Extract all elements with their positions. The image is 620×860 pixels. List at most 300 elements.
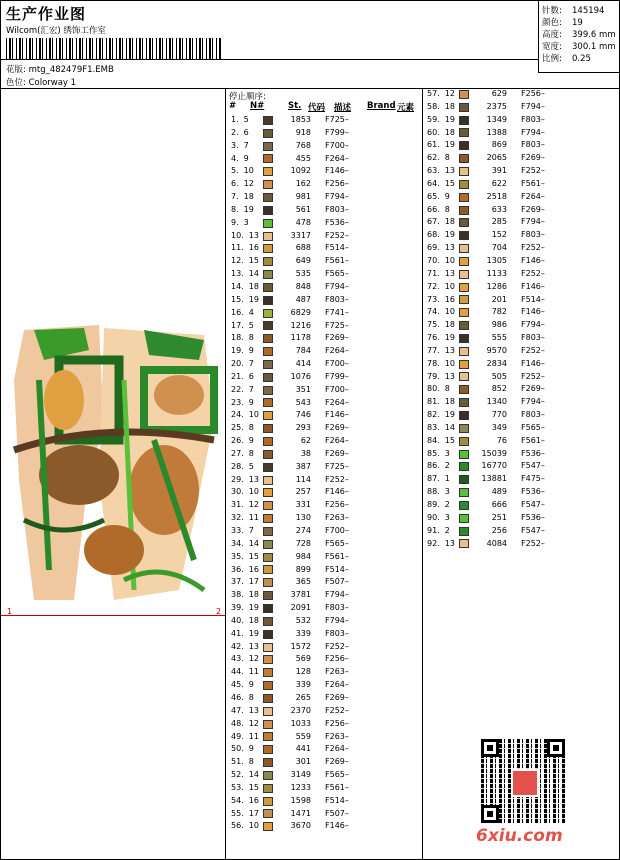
table-row <box>229 474 419 487</box>
table-row <box>229 679 419 692</box>
color-swatch <box>263 116 273 125</box>
thread-code: F264– <box>325 346 349 356</box>
thread-code: F269– <box>325 423 349 433</box>
col-code: 代码 <box>308 103 326 113</box>
row-index <box>425 178 459 191</box>
thread-code: F803– <box>521 230 545 240</box>
stitch-count: 15039 <box>481 448 507 458</box>
needle-number: 19 <box>444 410 455 420</box>
thread-code: F264– <box>325 744 349 754</box>
thread-code: F547– <box>521 525 545 535</box>
thread-code: F700– <box>325 140 349 150</box>
thread-code: F264– <box>521 191 545 201</box>
summary-value: 399.6 mm <box>572 30 616 40</box>
stitch-count: 3670 <box>290 821 311 831</box>
table-row <box>425 358 615 371</box>
thread-code: F263– <box>325 513 349 523</box>
color-swatch <box>459 90 469 99</box>
thread-code: F507– <box>325 577 349 587</box>
row-index <box>229 448 263 461</box>
stitch-count: 869 <box>491 140 507 150</box>
stitch-count: 339 <box>295 680 311 690</box>
table-row <box>229 666 419 679</box>
thread-code: F252– <box>325 474 349 484</box>
needle-number: 8 <box>444 204 450 214</box>
thread-code: F252– <box>521 243 545 253</box>
thread-code: F252– <box>521 166 545 176</box>
qr-finder <box>547 739 565 757</box>
stitch-count: 543 <box>295 397 311 407</box>
thread-code: F803– <box>521 410 545 420</box>
row-index <box>425 101 459 114</box>
needle-number: 10 <box>248 821 259 831</box>
color-swatch <box>263 232 273 241</box>
stop-number: 17. <box>231 320 244 330</box>
thread-code: F256– <box>325 500 349 510</box>
needle-number: 7 <box>243 140 249 150</box>
color-swatch <box>263 553 273 562</box>
stop-number: 60. <box>427 127 440 137</box>
stitch-count: 1598 <box>290 795 311 805</box>
table-row <box>229 307 419 320</box>
table-row <box>425 396 615 409</box>
thread-code: F794– <box>521 397 545 407</box>
stop-number: 6. <box>231 179 239 189</box>
table-row <box>425 345 615 358</box>
color-swatch <box>263 386 273 395</box>
row-index <box>229 743 263 756</box>
header-bottom-line <box>538 72 620 73</box>
row-index <box>229 692 263 705</box>
row-index <box>425 281 459 294</box>
needle-number: 7 <box>248 359 254 369</box>
stitch-count: 152 <box>491 230 507 240</box>
stitch-count: 301 <box>295 757 311 767</box>
row-index <box>229 242 263 255</box>
table-row <box>425 435 615 448</box>
color-swatch <box>263 630 273 639</box>
preview-baseline <box>1 615 225 616</box>
row-index <box>229 461 263 474</box>
needle-number: 19 <box>444 333 455 343</box>
color-swatch <box>459 244 469 253</box>
table-row <box>229 615 419 628</box>
stitch-count: 76 <box>496 435 507 445</box>
table-row <box>425 448 615 461</box>
color-swatch <box>263 501 273 510</box>
table-row <box>229 294 419 307</box>
colorway <box>6 76 76 88</box>
table-row <box>425 268 615 281</box>
stop-number: 35. <box>231 551 244 561</box>
row-index <box>425 525 459 538</box>
stitch-count: 2065 <box>486 153 507 163</box>
thread-code: F794– <box>521 217 545 227</box>
needle-number: 13 <box>248 230 259 240</box>
stop-number: 46. <box>231 692 244 702</box>
needle-number: 9 <box>248 680 254 690</box>
summary-key: 比例: <box>542 54 562 64</box>
table-row <box>229 409 419 422</box>
row-index <box>425 229 459 242</box>
stop-number: 89. <box>427 500 440 509</box>
stitch-count: 3149 <box>290 770 311 780</box>
stop-number: 29. <box>231 474 244 484</box>
stop-number: 9. <box>231 217 239 227</box>
row-index <box>425 216 459 229</box>
stitch-count: 387 <box>295 461 311 471</box>
color-swatch <box>263 193 273 202</box>
needle-number: 18 <box>444 101 455 111</box>
color-swatch <box>459 321 469 330</box>
row-index <box>229 628 263 641</box>
stitch-count: 649 <box>295 256 311 266</box>
needle-number: 18 <box>248 590 259 600</box>
thread-code: F700– <box>325 384 349 394</box>
table-row <box>425 538 615 551</box>
stitch-count: 899 <box>295 564 311 574</box>
row-index <box>229 769 263 782</box>
stitch-count: 256 <box>491 525 507 535</box>
stop-number: 5. <box>231 166 239 176</box>
stitch-count: 984 <box>295 551 311 561</box>
thread-code: F794– <box>325 615 349 625</box>
table-row <box>229 114 419 127</box>
thread-code: F536– <box>521 512 545 522</box>
table-row <box>229 397 419 410</box>
needle-number: 18 <box>444 217 455 227</box>
stop-number: 31. <box>231 500 244 510</box>
table-row <box>229 499 419 512</box>
row-index <box>229 602 263 615</box>
row-index <box>229 615 263 628</box>
thread-code: F536– <box>325 217 349 227</box>
needle-number: 18 <box>248 281 259 291</box>
summary-key: 高度: <box>542 30 562 40</box>
needle-number: 2 <box>444 525 450 535</box>
row-index <box>425 422 459 435</box>
stop-number: 74. <box>427 307 440 317</box>
row-index <box>425 486 459 499</box>
color-swatch <box>263 694 273 703</box>
row-index <box>425 319 459 332</box>
needle-number: 2 <box>444 500 450 509</box>
stitch-count: 285 <box>491 217 507 227</box>
row-index <box>425 396 459 409</box>
table-row <box>425 371 615 384</box>
row-index <box>425 88 459 101</box>
thread-code: F794– <box>325 281 349 291</box>
needle-number: 12 <box>248 718 259 728</box>
color-swatch <box>263 219 273 228</box>
stitch-count: 9570 <box>486 345 507 355</box>
stitch-count: 2834 <box>486 358 507 368</box>
row-index <box>229 165 263 178</box>
stop-number: 3. <box>231 140 239 150</box>
row-index <box>425 345 459 358</box>
thread-code: F264– <box>325 397 349 407</box>
needle-number: 15 <box>444 435 455 445</box>
stop-number: 20. <box>231 359 244 369</box>
stop-number: 42. <box>231 641 244 651</box>
stop-number: 19. <box>231 346 244 356</box>
color-swatch <box>263 411 273 420</box>
needle-number: 5 <box>248 461 254 471</box>
needle-number: 11 <box>248 667 259 677</box>
row-index <box>425 242 459 255</box>
stitch-count: 569 <box>295 654 311 664</box>
thread-code: F252– <box>521 268 545 278</box>
thread-code: F256– <box>325 718 349 728</box>
row-index <box>229 345 263 358</box>
stop-number: 67. <box>427 217 440 227</box>
stitch-count: 688 <box>295 243 311 253</box>
col-stitches: St. <box>288 101 302 111</box>
thread-code: F269– <box>521 204 545 214</box>
thread-code: F252– <box>325 705 349 715</box>
stop-number: 87. <box>427 474 440 484</box>
thread-code: F547– <box>521 461 545 471</box>
list-divider <box>422 88 423 860</box>
row-index <box>229 538 263 551</box>
table-row <box>229 242 419 255</box>
stitch-count: 6829 <box>290 307 311 317</box>
thread-code: F725– <box>325 320 349 330</box>
color-swatch <box>263 591 273 600</box>
needle-number: 13 <box>248 474 259 484</box>
table-row <box>229 641 419 654</box>
stop-number: 4. <box>231 153 239 163</box>
color-swatch <box>263 373 273 382</box>
table-row <box>229 332 419 345</box>
stop-number: 88. <box>427 487 440 497</box>
thread-code: F561– <box>325 782 349 792</box>
table-row <box>229 782 419 795</box>
color-swatch <box>263 655 273 664</box>
summary-row <box>539 41 619 53</box>
thread-code: F252– <box>521 371 545 381</box>
stitch-count: 629 <box>491 89 507 98</box>
thread-code: F565– <box>325 269 349 279</box>
row-index <box>229 756 263 769</box>
needle-number: 10 <box>243 166 254 176</box>
color-swatch <box>263 180 273 189</box>
color-swatch <box>459 514 469 523</box>
thread-code: F146– <box>325 821 349 831</box>
stitch-count: 251 <box>491 512 507 522</box>
stitch-count: 274 <box>295 526 311 535</box>
needle-number: 8 <box>248 692 254 702</box>
needle-number: 9 <box>248 436 254 446</box>
col-desc: 描述 <box>334 103 352 113</box>
summary-key: 颜色: <box>542 18 562 28</box>
row-index <box>425 114 459 127</box>
table-row <box>229 435 419 448</box>
needle-number: 7 <box>248 526 254 535</box>
needle-number: 10 <box>444 307 455 317</box>
row-index <box>229 551 263 564</box>
stop-number: 16. <box>231 307 244 317</box>
needle-number: 8 <box>248 448 254 458</box>
stop-number: 38. <box>231 590 244 600</box>
table-row <box>425 281 615 294</box>
stop-number: 39. <box>231 603 244 613</box>
stitch-count: 1572 <box>290 641 311 651</box>
color-swatch <box>459 334 469 343</box>
table-row <box>229 127 419 140</box>
needle-number: 15 <box>444 178 455 188</box>
stop-number: 10. <box>231 230 244 240</box>
row-index <box>425 204 459 217</box>
design-value: mtg_482479F1.EMB <box>28 65 114 75</box>
stop-number: 90. <box>427 512 440 522</box>
row-index <box>229 332 263 345</box>
color-swatch <box>263 244 273 253</box>
thread-code: F547– <box>521 500 545 509</box>
stop-number: 58. <box>427 101 440 111</box>
table-row <box>229 795 419 808</box>
row-index <box>425 435 459 448</box>
table-row <box>425 101 615 114</box>
stitch-count: 414 <box>295 359 311 369</box>
colorway-value: Colorway 1 <box>28 78 77 88</box>
thread-code: F803– <box>325 628 349 638</box>
thread-code: F264– <box>325 680 349 690</box>
color-swatch <box>263 154 273 163</box>
color-swatch <box>263 578 273 587</box>
stitch-count: 3317 <box>290 230 311 240</box>
row-index <box>425 371 459 384</box>
stop-number: 44. <box>231 667 244 677</box>
needle-number: 15 <box>248 256 259 266</box>
thread-code: F269– <box>325 448 349 458</box>
thread-code: F561– <box>325 551 349 561</box>
needle-number: 19 <box>248 628 259 638</box>
row-index <box>229 294 263 307</box>
stitch-count: 13881 <box>481 474 507 484</box>
color-swatch <box>263 745 273 754</box>
row-index <box>229 255 263 268</box>
thread-code: F700– <box>325 359 349 369</box>
thread-code: F514– <box>521 294 545 304</box>
thread-code: F561– <box>521 435 545 445</box>
stitch-count: 505 <box>491 371 507 381</box>
table-row <box>229 743 419 756</box>
stop-number: 82. <box>427 410 440 420</box>
col-needle: N# <box>250 101 265 111</box>
row-index <box>425 306 459 319</box>
color-swatch <box>263 514 273 523</box>
table-row <box>425 409 615 422</box>
stop-number: 49. <box>231 731 244 741</box>
table-row <box>425 486 615 499</box>
needle-number: 16 <box>444 294 455 304</box>
summary-value: 19 <box>572 18 583 28</box>
row-index <box>229 808 263 821</box>
stop-number: 2. <box>231 127 239 137</box>
row-index <box>425 165 459 178</box>
table-row <box>425 229 615 242</box>
needle-number: 9 <box>248 346 254 356</box>
watermark-logo: 6xiu.com <box>476 826 563 846</box>
color-swatch <box>263 784 273 793</box>
color-swatch <box>263 334 273 343</box>
thread-code: F269– <box>325 757 349 767</box>
thread-code: F252– <box>325 641 349 651</box>
needle-number: 3 <box>444 487 450 497</box>
row-index <box>425 268 459 281</box>
needle-number: 18 <box>444 320 455 330</box>
table-row <box>229 384 419 397</box>
row-index <box>425 139 459 152</box>
stitch-count: 622 <box>491 178 507 188</box>
table-row <box>425 422 615 435</box>
table-row <box>229 705 419 718</box>
table-row <box>425 127 615 140</box>
stop-number: 1. <box>231 115 239 124</box>
color-swatch <box>459 450 469 459</box>
stitch-count: 986 <box>491 320 507 330</box>
needle-number: 14 <box>444 422 455 432</box>
table-row <box>425 460 615 473</box>
color-swatch <box>459 372 469 381</box>
thread-code: F536– <box>521 448 545 458</box>
stitch-count: 746 <box>295 410 311 420</box>
table-row <box>229 268 419 281</box>
stop-number: 32. <box>231 513 244 523</box>
needle-number: 16 <box>248 243 259 253</box>
row-index <box>425 512 459 525</box>
thread-code: F803– <box>325 603 349 613</box>
table-row <box>229 538 419 551</box>
stitch-count: 1853 <box>290 115 311 124</box>
needle-number: 16 <box>248 795 259 805</box>
row-index <box>229 589 263 602</box>
stop-number: 55. <box>231 808 244 818</box>
row-index <box>229 422 263 435</box>
summary-row <box>539 29 619 41</box>
needle-number: 13 <box>444 371 455 381</box>
thread-code: F794– <box>521 127 545 137</box>
stitch-count: 441 <box>295 744 311 754</box>
row-index <box>425 332 459 345</box>
color-swatch <box>459 475 469 484</box>
needle-number: 10 <box>248 487 259 497</box>
table-row <box>229 808 419 821</box>
row-index <box>425 473 459 486</box>
table-row <box>229 653 419 666</box>
stop-number: 66. <box>427 204 440 214</box>
color-swatch <box>459 193 469 202</box>
stitch-count: 16770 <box>481 461 507 471</box>
stop-number: 77. <box>427 345 440 355</box>
table-row <box>229 217 419 230</box>
color-swatch <box>263 437 273 446</box>
stop-number: 54. <box>231 795 244 805</box>
stitch-count: 201 <box>491 294 507 304</box>
stop-number: 37. <box>231 577 244 587</box>
color-swatch <box>459 218 469 227</box>
thread-code: F561– <box>325 256 349 266</box>
stop-number: 21. <box>231 371 244 381</box>
needle-number: 19 <box>444 140 455 150</box>
color-swatch <box>263 771 273 780</box>
stop-number: 80. <box>427 384 440 394</box>
needle-number: 15 <box>248 782 259 792</box>
thread-code: F536– <box>521 487 545 497</box>
row-index <box>425 255 459 268</box>
row-index <box>229 127 263 140</box>
